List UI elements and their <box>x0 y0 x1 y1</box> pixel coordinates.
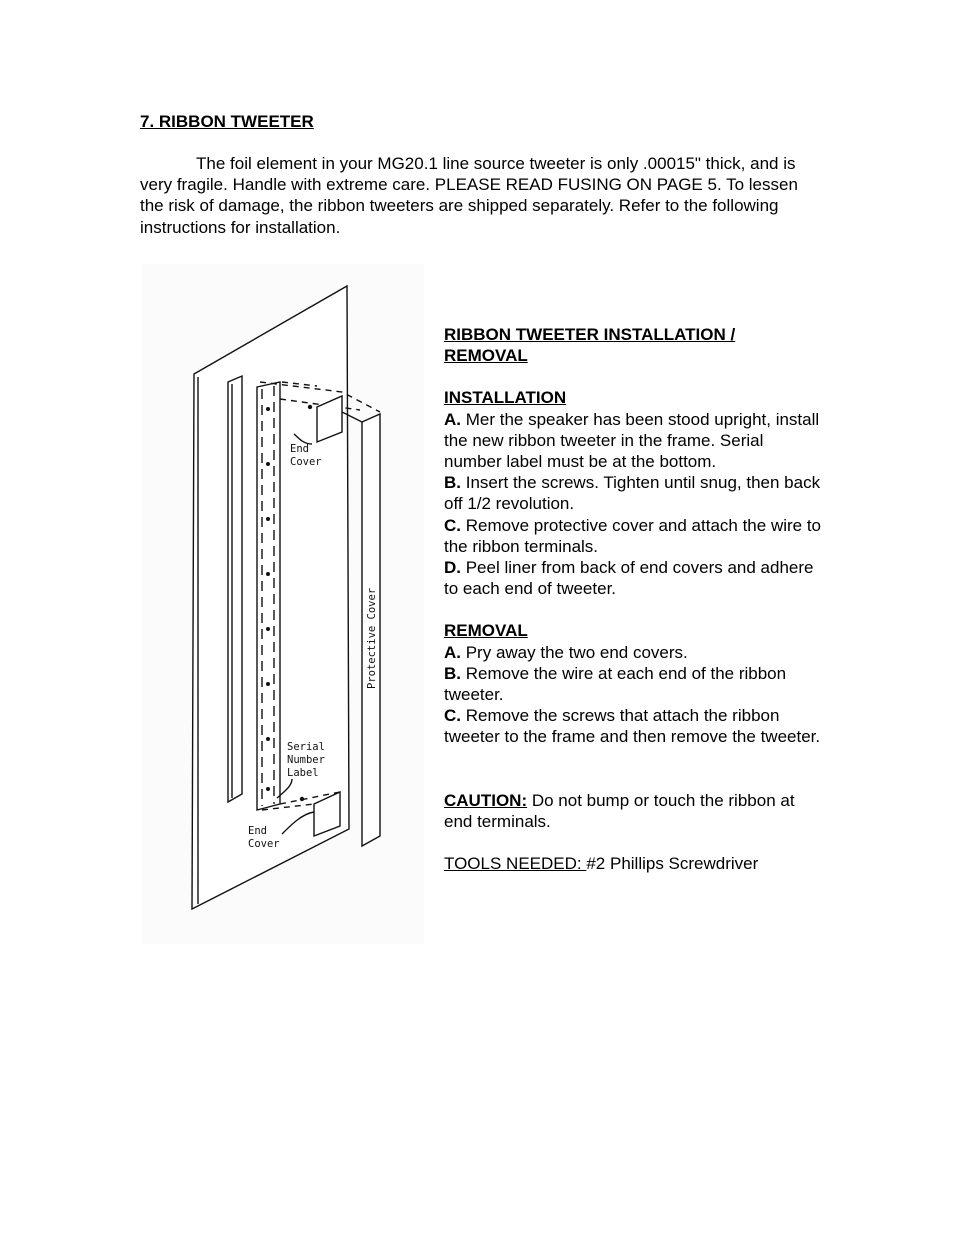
installation-step-b: B. Insert the screws. Tighten until snug, then back off 1/2 revolution. <box>444 473 821 514</box>
ribbon-tweeter-diagram <box>142 264 424 944</box>
instructions-column <box>444 324 824 874</box>
installation-step-c: C. Remove protective cover and attach the wire to the ribbon terminals. <box>444 515 822 556</box>
serial-label-2: Number <box>287 754 325 766</box>
removal-step-c: C. Remove the screws that attach the ribbon tweeter to the frame and then remove the tweeter. <box>444 706 821 747</box>
tweeter-drawing <box>142 264 424 944</box>
removal-heading: REMOVAL <box>444 621 528 641</box>
tools-needed: TOOLS NEEDED: #2 Phillips Screwdriver <box>444 854 759 874</box>
serial-label-3: Label <box>287 767 319 779</box>
intro-paragraph <box>140 153 820 238</box>
instructions-title-1: RIBBON TWEETER INSTALLATION / <box>444 325 736 344</box>
intro-line-1: The foil element in your MG20.1 line source tweeter is only .00015" thick, <box>196 154 746 173</box>
end-cover-top-label-1: End <box>290 443 309 455</box>
removal-step-b: B. Remove the wire at each end of the ribbon tweeter. <box>444 663 787 705</box>
installation-heading: INSTALLATION <box>444 388 567 408</box>
protective-cover-label: Protective Cover <box>366 587 378 689</box>
end-cover-bottom-label-1: End <box>248 825 267 837</box>
serial-label-1: Serial <box>287 741 325 753</box>
instructions-title-2: REMOVAL <box>444 346 528 366</box>
end-cover-bottom-label-2: Cover <box>248 838 280 850</box>
caution-note: CAUTION: Do not bump or touch the ribbon at end terminals. <box>444 790 795 831</box>
intro-rest: and is very fragile. Handle with extreme care. PLEASE READ FUSING ON PAGE 5. To lessen the risk of damage, the ribbon tweeters are shipped separately. Refer to the following instructions for installation. <box>140 154 798 237</box>
section-heading: 7. RIBBON TWEETER <box>140 112 314 131</box>
removal-step-a: A. Pry away the two end covers. <box>444 642 688 662</box>
installation-step-a: A. Mer the speaker has been stood upright, install the new ribbon tweeter in the frame. Serial number label must be at the bottom. <box>444 409 820 472</box>
end-cover-top-label-2: Cover <box>290 456 322 468</box>
installation-step-d: D. Peel liner from back of end covers and adhere to each end of tweeter. <box>444 558 814 599</box>
